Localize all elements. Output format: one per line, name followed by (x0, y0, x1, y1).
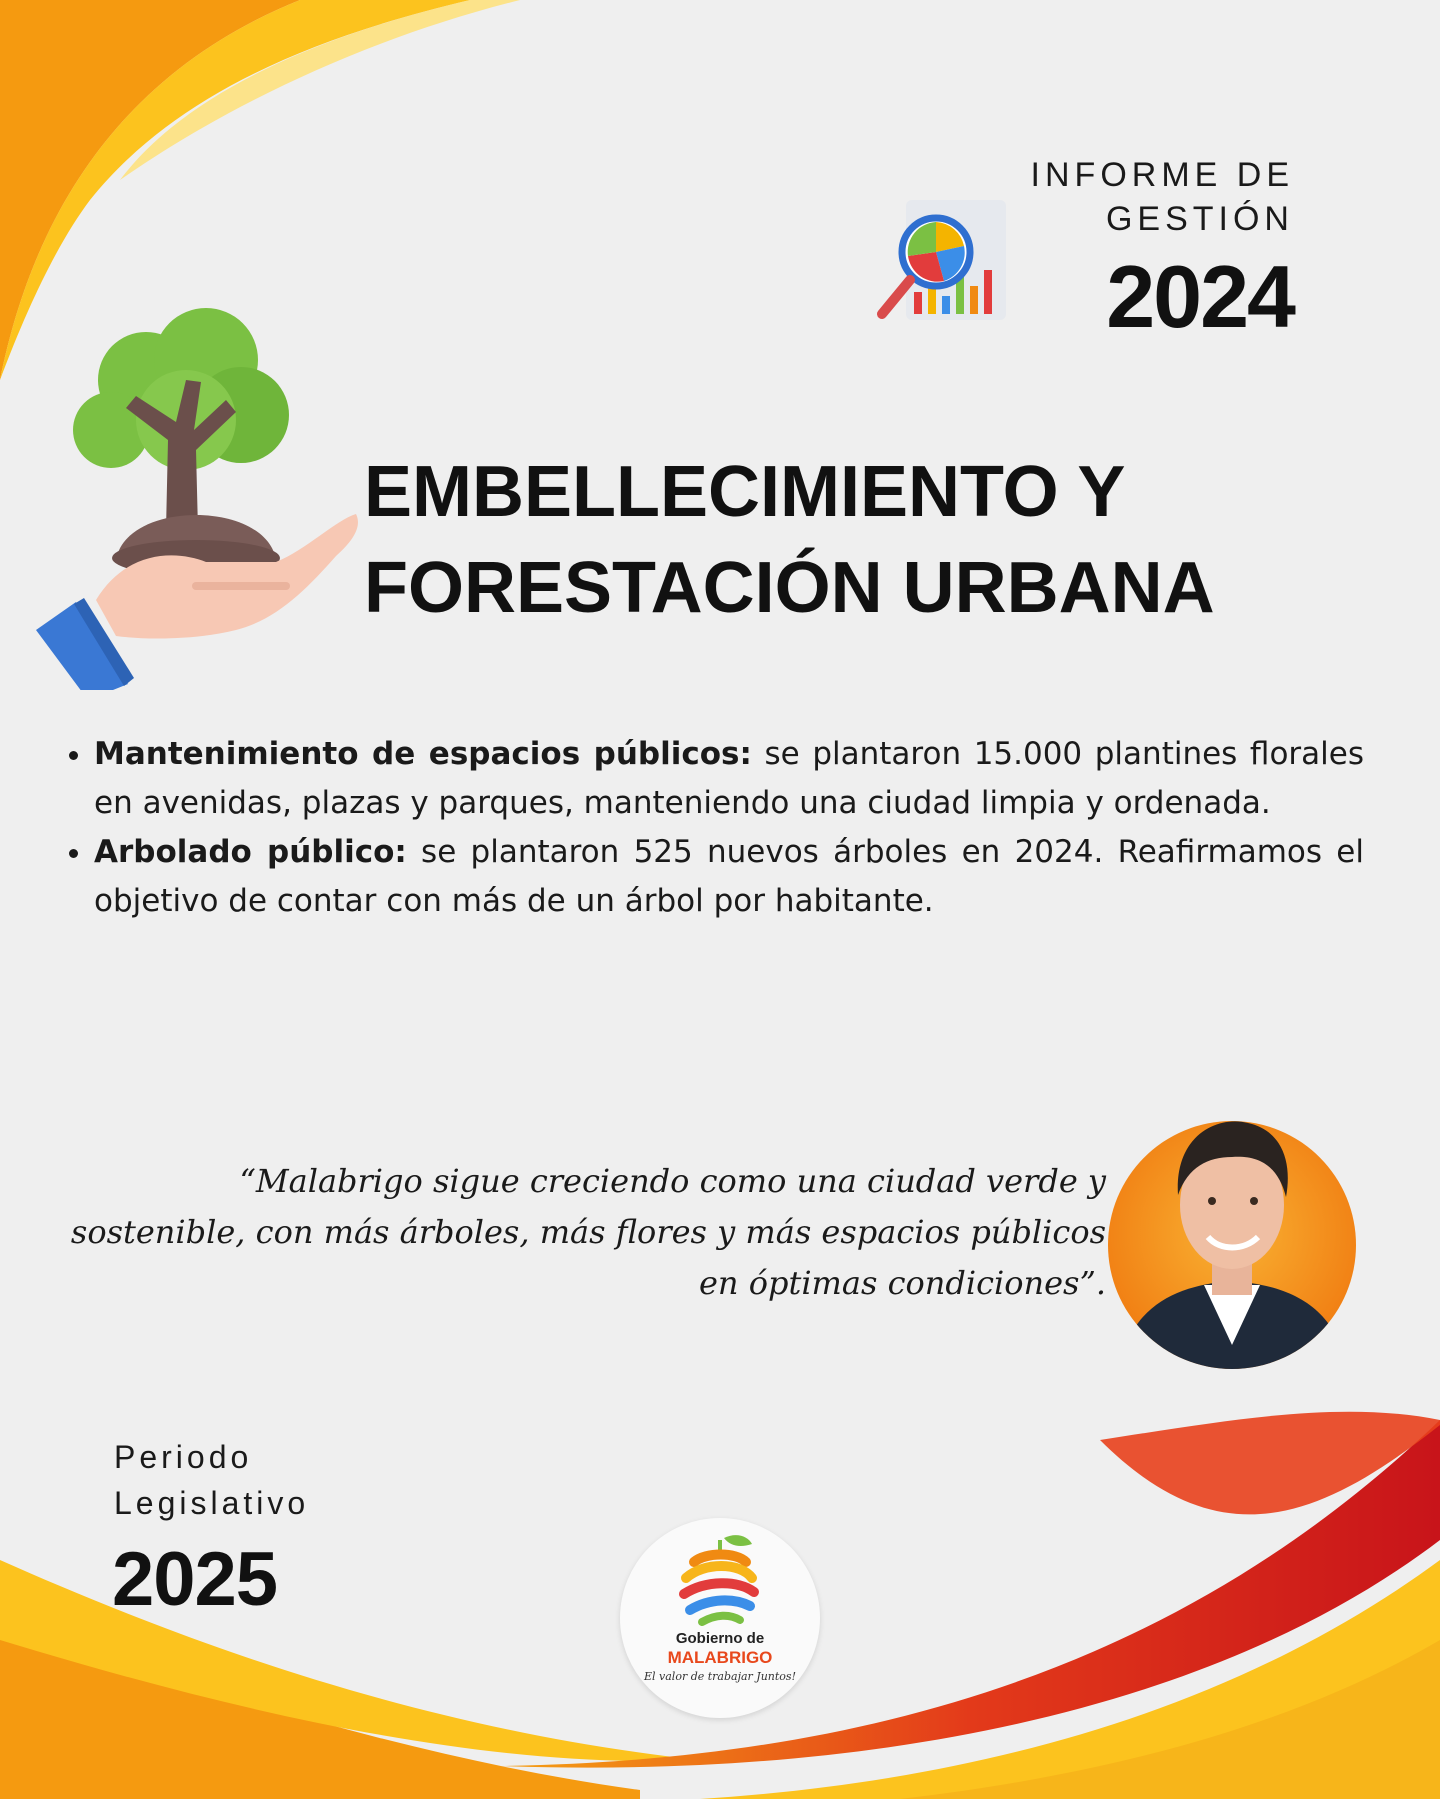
logo-line1: Gobierno de (675, 1630, 765, 1647)
hand-holding-tree-icon (36, 300, 366, 690)
period-label-line2: Legislativo (114, 1485, 310, 1521)
page-title (364, 444, 1364, 636)
report-year: 2024 (1106, 247, 1294, 346)
mayor-quote: “Malabrigo sigue creciendo como una ciudad verde y sostenible, con más árboles, más flores y más espacios públicos en óptimas condiciones”. (70, 1162, 1106, 1302)
gobierno-malabrigo-logo (620, 1518, 820, 1718)
logo-line2: MALABRIGO (667, 1648, 773, 1667)
period-year: 2025 (112, 1537, 278, 1622)
achievements-list (58, 730, 1364, 926)
mayor-portrait (1108, 1105, 1356, 1371)
list-item (94, 730, 1364, 828)
report-label-line1: INFORME DE (1030, 156, 1294, 194)
list-item-text: se plantaron 15.000 plantines florales en avenidas, plazas y parques, manteniendo una ciudad limpia y ordenada. (94, 736, 1364, 821)
report-header (874, 150, 1294, 346)
fruit-logo-icon (676, 1532, 764, 1628)
legislative-period (114, 1434, 309, 1526)
list-item (94, 828, 1364, 926)
list-item-text: se plantaron 525 nuevos árboles en 2024. Reafirmamos el objetivo de contar con más de un árbol por habitante. (94, 834, 1364, 919)
logo-slogan: El valor de trabajar Juntos! (643, 1670, 796, 1683)
period-label-line1: Periodo (114, 1439, 253, 1475)
report-label-line2: GESTIÓN (1105, 200, 1294, 238)
list-item-label: Arbolado público: (94, 834, 407, 870)
page-title-line1: EMBELLECIMIENTO Y (364, 452, 1126, 532)
page-title-line2: FORESTACIÓN URBANA (364, 548, 1215, 628)
magnifier-chart-icon (874, 196, 1014, 336)
list-item-label: Mantenimiento de espacios públicos: (94, 736, 752, 772)
